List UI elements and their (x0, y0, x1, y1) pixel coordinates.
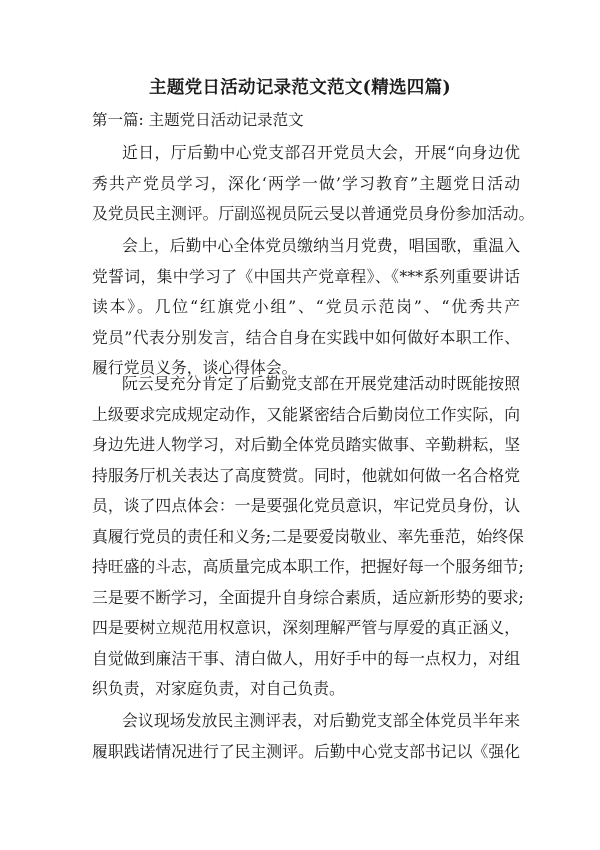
text-line: 阮云旻充分肯定了后勤党支部在开展党建活动时既能按照 (122, 374, 520, 393)
text-line: 三是要不断学习，全面提升自身综合素质，适应新形势的要求; (92, 587, 524, 607)
text-line: 履行党员义务，谈心得体会。 (92, 358, 298, 377)
text-line: 履职践诺情况进行了民主测评。后勤中心党支部书记以《强化 (92, 741, 520, 761)
document-title: 主题党日活动记录范文范文(精选四篇) (149, 78, 451, 98)
section-heading: 第一篇: 主题党日活动记录范文 (92, 111, 304, 129)
text-line: 近日，厅后勤中心党支部召开党员大会，开展“向身边优 (122, 143, 520, 162)
text-line: 及党员民主测评。厅副巡视员阮云旻以普通党员身份参加活动。 (92, 204, 535, 223)
paragraph (92, 138, 535, 230)
text-line: 会上，后勤中心全体党员缴纳当月党费，唱国歌，重温入 (122, 236, 520, 255)
text-line: 党员”代表分别发言，结合自身在实践中如何做好本职工作、 (92, 327, 520, 347)
text-line: 党誓词，集中学习了《中国共产党章程》、《***系列重要讲话 (92, 266, 520, 286)
paragraph (92, 231, 520, 384)
text-line: 上级要求完成规定动作，又能紧密结合后勤岗位工作实际，向 (92, 404, 520, 424)
text-line: 身边先进人物学习，对后勤全体党员踏实做事、辛勤耕耘，坚 (92, 435, 520, 454)
paragraph (92, 369, 524, 705)
text-line: 自觉做到廉洁干事、清白做人，用好手中的每一点权力，对组 (92, 648, 520, 668)
paragraph (92, 706, 520, 767)
text-line: 织负责，对家庭负责，对自己负责。 (92, 679, 345, 698)
text-line: 真履行党员的责任和义务;二是要爱岗敬业、率先垂范，始终保 (92, 526, 524, 546)
text-line: 秀共产党员学习，深化‘两学一做’学习教育”主题党日活动 (92, 173, 520, 193)
text-line: 持服务厅机关表达了高度赞赏。同时，他就如何做一名合格党 (92, 465, 520, 485)
text-line: 会议现场发放民主测评表，对后勤党支部全体党员半年来 (122, 711, 520, 730)
text-line: 员，谈了四点体会：一是要强化党员意识，牢记党员身份，认 (92, 496, 520, 515)
text-line: 持旺盛的斗志，高质量完成本职工作，把握好每一个服务细节; (92, 557, 524, 576)
text-line: 读本》。几位“红旗党小组”、“党员示范岗”、“优秀共产 (92, 297, 520, 316)
text-line: 四是要树立规范用权意识，深刻理解严管与厚爱的真正涵义， (92, 618, 520, 637)
